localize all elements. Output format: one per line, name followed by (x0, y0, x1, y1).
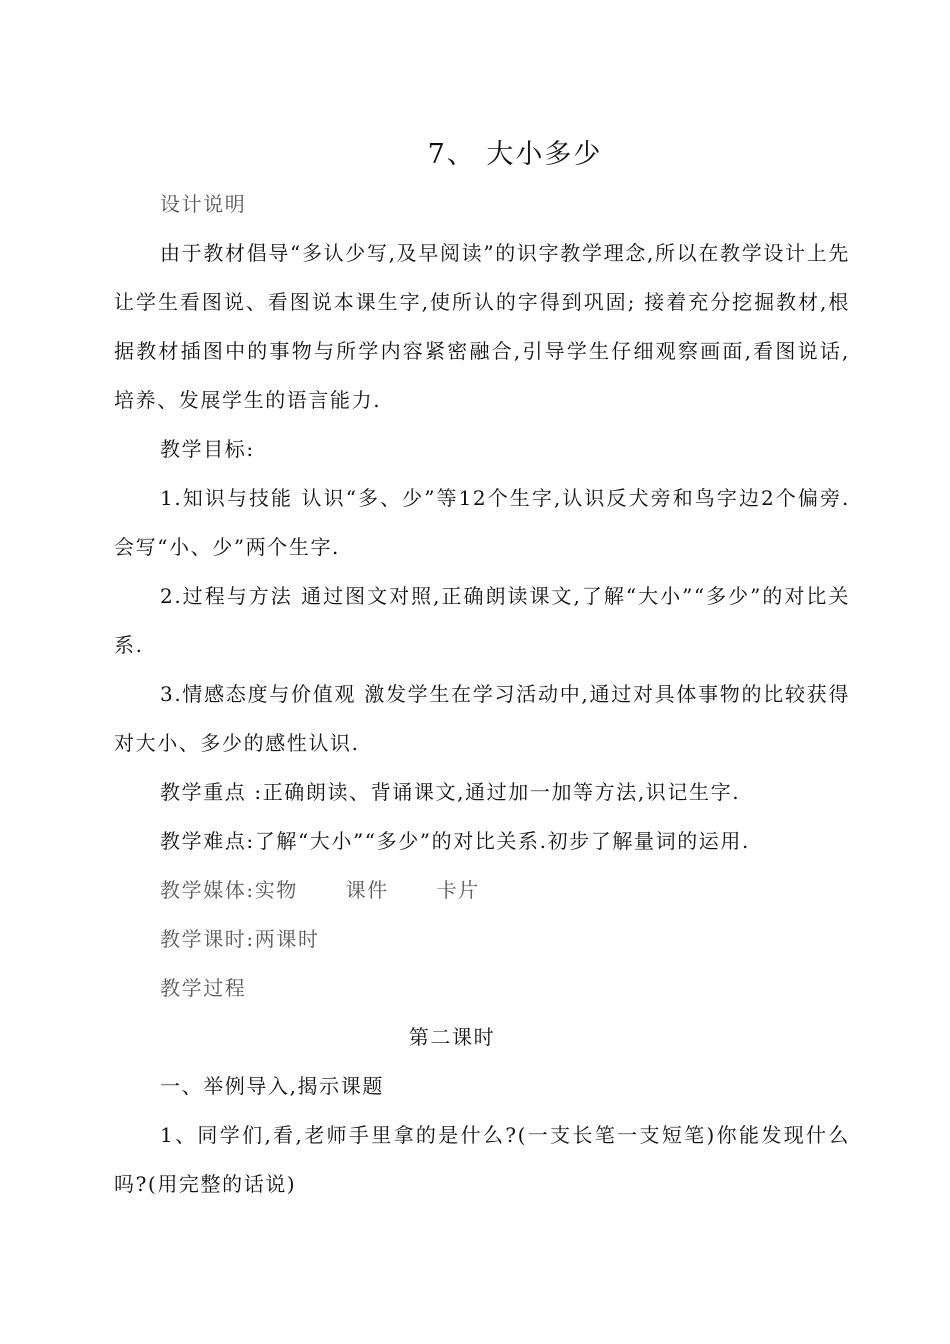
design-paragraph: 由于教材倡导“多认少写,及早阅读”的识字教学理念,所以在教学设计上先让学生看图说、看图说本课生字,使所认的字得到巩固; 接着充分挖掘教材,根据教材插图中的事物与所学内容紧密融合,引导学生仔细观察画面,看图说话,培养、发展学生的语言能力. (114, 241, 850, 412)
difficult-points: 教学难点:了解“大小”“多少”的对比关系.初步了解量词的运用. (160, 829, 750, 853)
document-body (114, 180, 850, 1209)
lesson-period-heading: 第二课时 (408, 1025, 496, 1049)
key-points: 教学重点 :正确朗读、背诵课文,通过加一加等方法,识记生字. (160, 780, 741, 804)
lesson-title: 7、 大小多少 (427, 139, 603, 170)
goal-attitude-values: 3.情感态度与价值观 激发学生在学习活动中,通过对具体事物的比较获得对大小、多少的感性认识. (114, 682, 850, 755)
goal-knowledge-skills: 1.知识与技能 认识“多、少”等12个生字,认识反犬旁和鸟字边2个偏旁.会写“小、少”两个生字. (114, 486, 850, 559)
section-one-item-one: 1、同学们,看,老师手里拿的是什么?(一支长笔一支短笔)你能发现什么吗?(用完整的话说) (114, 1123, 850, 1196)
teaching-media: 教学媒体:实物 课件 卡片 (160, 878, 480, 902)
process-heading: 教学过程 (160, 976, 247, 1000)
goals-heading: 教学目标: (160, 437, 255, 461)
goal-process-methods: 2.过程与方法 通过图文对照,正确朗读课文,了解“大小”“多少”的对比关系. (114, 584, 850, 657)
section-one-heading: 一、举例导入,揭示课题 (160, 1074, 384, 1098)
design-heading: 设计说明 (160, 192, 247, 216)
teaching-periods: 教学课时:两课时 (160, 927, 320, 951)
